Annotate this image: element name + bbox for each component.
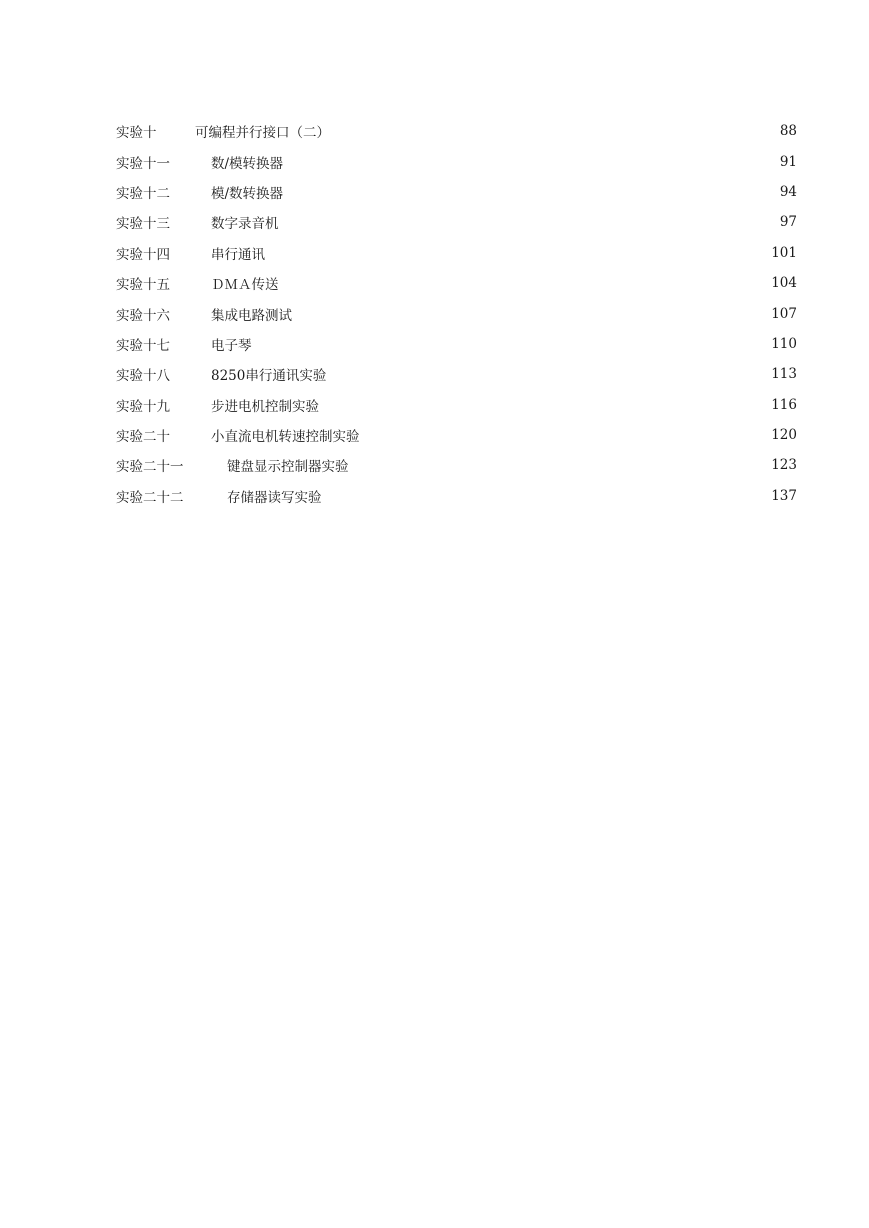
toc-entry-page: 110 [771,335,797,352]
toc-entry-title: 可编程并行接口（二） [195,125,330,142]
toc-entry[interactable] [116,481,797,511]
toc-entry[interactable] [116,329,797,359]
toc-entry-label: 实验十七 [116,337,170,354]
toc-leader-dots [287,155,774,169]
toc-entry-page: 123 [771,457,797,474]
toc-leader-dots [256,337,766,351]
toc-entry-label: 实验二十二 [116,489,184,506]
toc-entry[interactable] [116,146,797,176]
toc-entry-label: 实验十二 [116,185,170,202]
toc-entry-page: 91 [779,153,797,170]
toc-leader-dots [283,276,766,290]
toc-entry[interactable] [116,450,797,480]
toc-entry[interactable] [116,359,797,389]
toc-entry-title: 模/数转换器 [211,185,284,202]
toc-entry-title: 存储器读写实验 [227,489,322,506]
toc-leader-dots [364,428,766,442]
toc-entry[interactable] [116,207,797,237]
toc-leader-dots [334,124,774,138]
toc-leader-dots [283,215,774,229]
toc-entry[interactable] [116,420,797,450]
toc-entry-title: 步进电机控制实验 [211,398,319,415]
toc-entry-page: 94 [779,183,797,200]
toc-entry-label: 实验十 [116,125,157,142]
toc-entry[interactable] [116,177,797,207]
toc-leader-dots [287,185,774,199]
toc-leader-dots [353,458,766,472]
toc-entry[interactable] [116,116,797,146]
toc-entry-page: 137 [771,487,797,504]
toc-entry-page: 97 [779,214,797,231]
toc-entry-title: 集成电路测试 [211,307,292,324]
toc-entry-label: 实验十六 [116,307,170,324]
toc-entry-label: 实验十四 [116,246,170,263]
toc-entry-page: 88 [779,123,797,140]
toc-entry[interactable] [116,390,797,420]
toc-entry-label: 实验十九 [116,398,170,415]
toc-entry-title: 数/模转换器 [211,155,284,172]
toc-entry-label: 实验十三 [116,216,170,233]
toc-entry-page: 104 [771,275,797,292]
toc-entry-title: 8250串行通讯实验 [211,368,327,385]
toc-entry-title: 数字录音机 [211,216,279,233]
toc-leader-dots [323,398,765,412]
table-of-contents [116,116,797,511]
toc-entry-label: 实验二十 [116,429,170,446]
toc-entry-page: 101 [771,244,797,261]
toc-entry[interactable] [116,298,797,328]
toc-entry-page: 107 [771,305,797,322]
toc-entry-title: 串行通讯 [211,246,265,263]
toc-entry-title: 小直流电机转速控制实验 [211,429,360,446]
toc-entry-label: 实验十八 [116,368,170,385]
toc-entry-title: 电子琴 [211,337,252,354]
toc-entry-page: 120 [771,427,797,444]
toc-entry-page: 113 [771,366,797,383]
toc-leader-dots [269,246,765,260]
toc-entry[interactable] [116,238,797,268]
toc-entry-label: 实验十一 [116,155,170,172]
toc-entry-title: ＤＭＡ传送 [211,277,279,294]
toc-entry-page: 116 [771,396,797,413]
toc-entry-title: 键盘显示控制器实验 [227,459,349,476]
toc-leader-dots [326,489,766,503]
toc-entry-label: 实验二十一 [116,459,184,476]
toc-leader-dots [330,367,765,381]
toc-entry-label: 实验十五 [116,277,170,294]
toc-entry[interactable] [116,268,797,298]
toc-leader-dots [296,307,765,321]
